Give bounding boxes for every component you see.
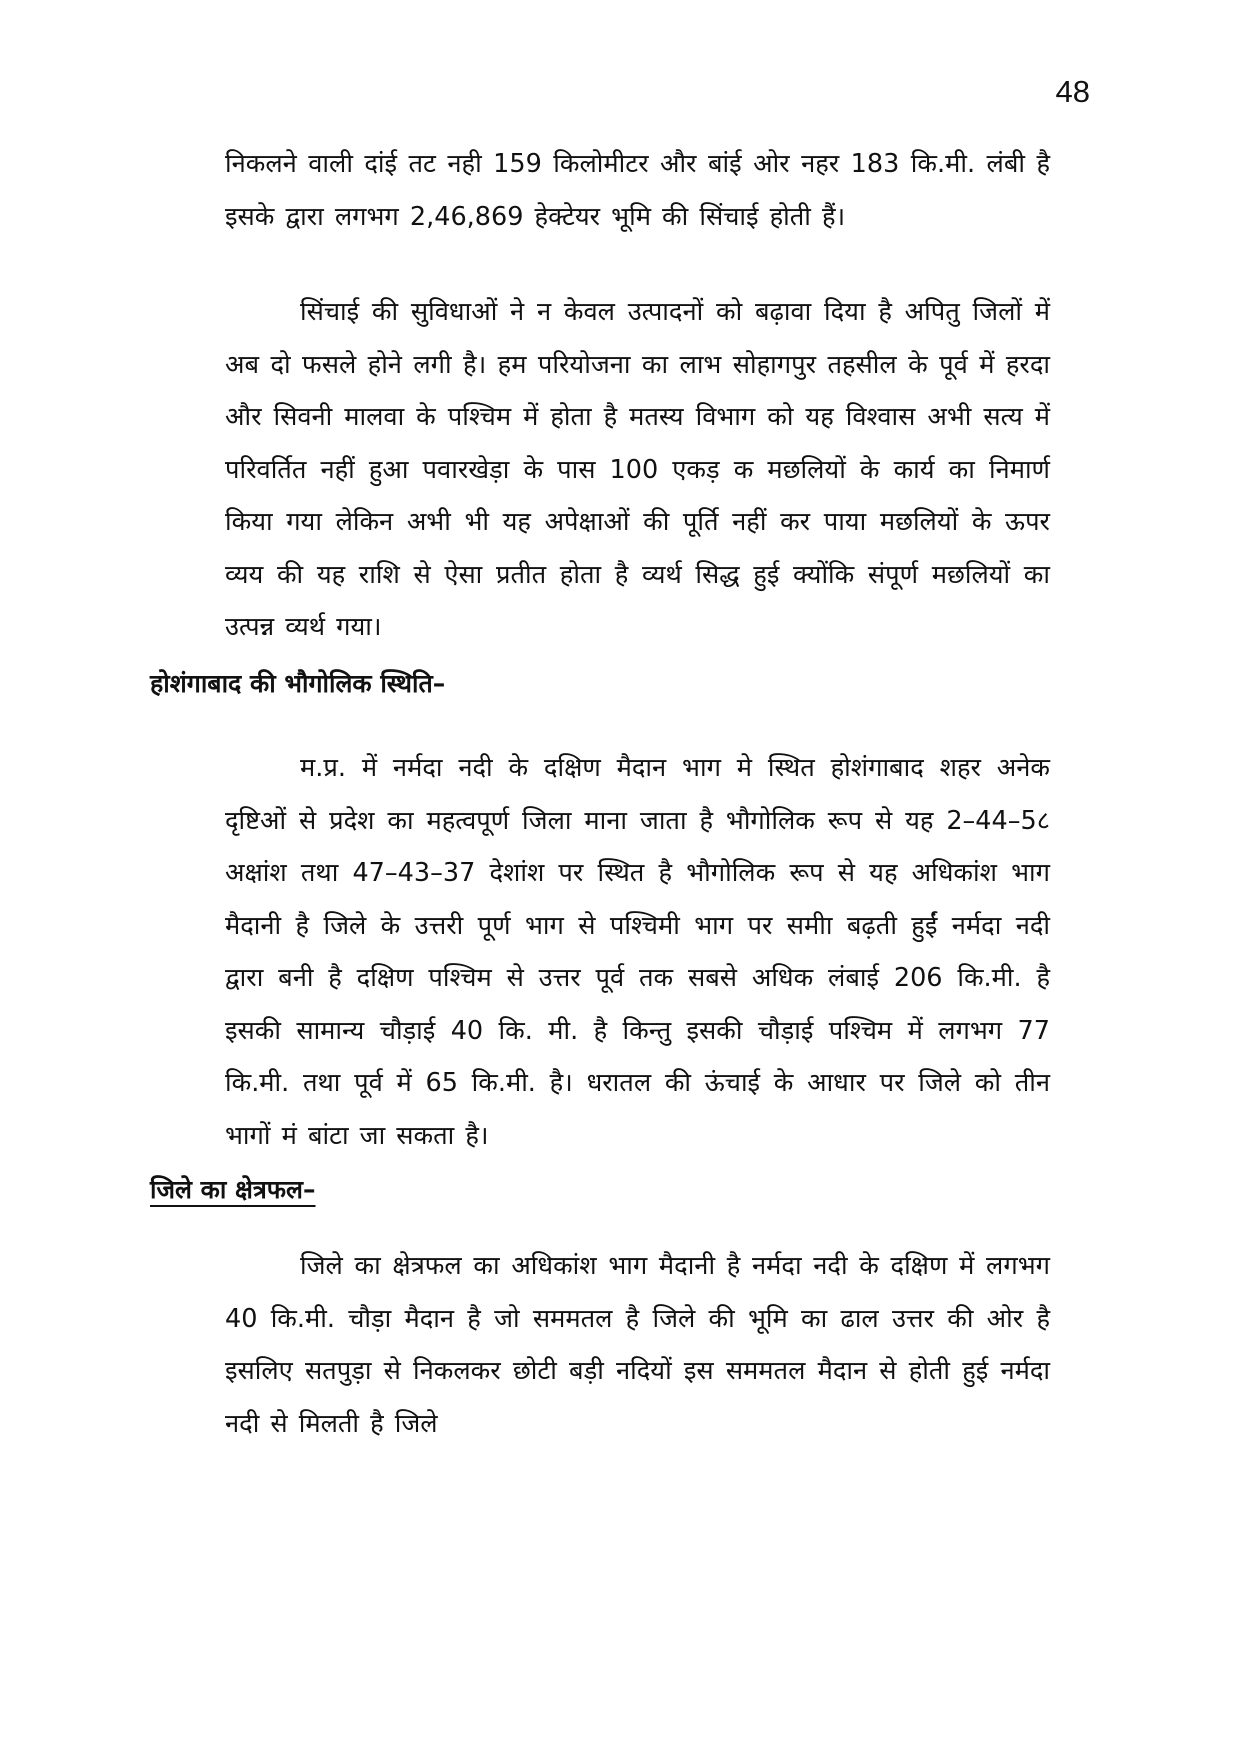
paragraph-district-area: जिले का क्षेत्रफल का अधिकांश भाग मैदानी है नर्मदा नदी के दक्षिण में लगभग 40 कि.मी. चौड़ा मैदान है जो सममतल है जिले की भूमि का ढाल उत्तर की ओर है इसलिए सतपुड़ा से निकलकर छोटी बड़ी नदियों इस सममतल मैदान से होती हुई नर्मदा नदी से मिलती है जिले (225, 1251, 1050, 1439)
page-number: 48 (1055, 74, 1090, 109)
paragraph-irrigation-canals: निकलने वाली दांई तट नही 159 किलोमीटर और बांई ओर नहर 183 कि.मी. लंबी है इसके द्वारा लगभग 2,46,869 हेक्टेयर भूमि की सिंचाई होती हैं। (225, 149, 1050, 232)
paragraph-irrigation-benefits: सिंचाई की सुविधाओं ने न केवल उत्पादनों को बढ़ावा दिया है अपितु जिलों में अब दो फसले होने लगी है। हम परियोजना का लाभ सोहागपुर तहसील के पूर्व में हरदा और सिवनी मालवा के पश्चिम में होता है मतस्य विभाग को यह विश्वास अभी सत्य में परिवर्तित नहीं हुआ पवारखेड़ा के पास 100 एकड़ क मछलियों के कार्य का निमार्ण किया गया लेकिन अभी भी यह अपेक्षाओं की पूर्ति नहीं कर पाया मछलियों के ऊपर व्यय की यह राशि से ऐसा प्रतीत होता है व्यर्थ सिद्ध हुई क्योंकि संपूर्ण मछलियों का उत्पन्न व्यर्थ गया। (225, 297, 1050, 642)
heading-district-area: जिले का क्षेत्रफल– (150, 1175, 316, 1204)
paragraph-geographic-location: म.प्र. में नर्मदा नदी के दक्षिण मैदान भाग मे स्थित होशंगाबाद शहर अनेक दृष्टिओं से प्रदेश का महत्वपूर्ण जिला माना जाता है भौगोलिक रूप से यह 2–44–5८ अक्षांश तथा 47–43–37 देशांश पर स्थित है भौगोलिक रूप से यह अधिकांश भाग मैदानी है जिले के उत्तरी पूर्ण भाग से पश्चिमी भाग पर समीा बढ़ती हुईं नर्मदा नदी द्वारा बनी है दक्षिण पश्चिम से उत्तर पूर्व तक सबसे अधिक लंबाई 206 कि.मी. है इसकी सामान्य चौड़ाई 40 कि. मी. है किन्तु इसकी चौड़ाई पश्चिम में लगभग 77 कि.मी. तथा पूर्व में 65 कि.मी. है। धरातल की ऊंचाई के आधार पर जिले को तीन भागों मं बांटा जा सकता है। (225, 753, 1050, 1151)
heading-geographic-location: होशंगाबाद की भौगोलिक स्थिति– (150, 669, 446, 698)
